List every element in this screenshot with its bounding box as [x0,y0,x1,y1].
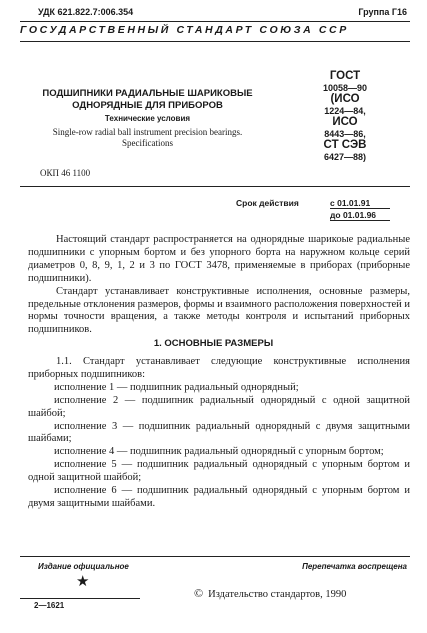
official-edition: Издание официальное [38,562,129,571]
iso1-number: 1224—84, [324,105,366,116]
validity-from-underline [330,208,390,209]
variant-2: исполнение 2 — подшипник радиальный однорядный с одной защитной шайбой; [28,394,410,419]
bottom-rule [20,598,140,599]
intro-paragraph-2: Стандарт устанавливает конструктивные исполнения, основные размеры, предельные отклонения размеров, формы и взаимного расположения поверхностей и нормы точности вращения, а также методы контроля и испытаний приборных подшипников. [28,285,410,336]
reprint-notice: Перепечатка воспрещена [302,562,407,571]
validity-from: с 01.01.91 [330,198,371,208]
variant-6: исполнение 6 — подшипник радиальный однорядный с упорным бортом и двумя защитными шайбами. [28,485,410,509]
page-code: 2—1621 [34,601,65,610]
validity-label: Срок действия [236,198,299,208]
copyright-icon: © [194,586,204,600]
star-icon: ★ [76,574,90,590]
iso1-label: (ИСО [330,93,360,105]
variant-5: исполнение 5 — подшипник радиальный однорядный с упорным бортом и одной защитной шайбой; [28,459,410,484]
document-title [20,88,275,112]
validity-to: до 01.01.96 [330,210,377,220]
iso2-number: 8443—86, [324,128,366,139]
top-rule [20,21,410,22]
iso2-label: ИСО [332,116,358,128]
document-subtitle: Технические условия [104,114,191,123]
section-heading: 1. ОСНОВНЫЕ РАЗМЕРЫ [153,338,274,349]
title-rule [20,186,410,187]
copyright-line [194,586,346,601]
okp-code: ОКП 46 1100 [40,168,91,178]
st-sev-number: 6427—88) [323,151,367,162]
udk-code: УДК 621.822.7:006.354 [38,7,134,17]
section-1-text [28,356,410,511]
english-title [20,127,275,149]
gost-references [305,71,385,163]
st-sev-label: СТ СЭВ [323,139,367,151]
gost-label: ГОСТ [329,70,361,82]
gost-number: 10058—90 [322,82,368,93]
title-line-1: ПОДШИПНИКИ РАДИАЛЬНЫЕ ШАРИКОВЫЕ [42,88,253,99]
variant-4: исполнение 4 — подшипник радиальный однорядный с упорным бортом; [54,446,384,458]
intro-paragraph-1: Настоящий стандарт распространяется на однорядные шарикоые радиальные подшипники с упорным бортом и без упорного борта на наружном кольце серий диаметров 0, 8, 9, 1, 2 и 3 по ГОСТ 3478, применяемые в приборах (приборные подшипники). [28,234,410,284]
header-rule [20,41,410,42]
validity-to-underline [330,220,390,221]
english-title-line-1: Single-row radial ball instrument precision bearings. [52,127,243,137]
title-line-2: ОДНОРЯДНЫЕ ДЛЯ ПРИБОРОВ [72,100,223,111]
standard-line: ГОСУДАРСТВЕННЫЙ СТАНДАРТ СОЮЗА ССР [20,24,349,36]
english-title-line-2: Specifications [122,138,173,148]
copyright-text: Издательство стандартов, 1990 [208,589,347,600]
intro-text [28,234,410,337]
group-code: Группа Г16 [358,7,407,17]
footer-rule [20,556,410,557]
variant-3: исполнение 3 — подшипник радиальный однорядный с двумя защитными шайбами; [28,420,410,445]
variant-1: исполнение 1 — подшипник радиальный однорядный; [54,381,299,393]
clause-1-1: 1.1. Стандарт устанавливает следующие конструктивные исполнения приборных подшипников: [28,356,410,380]
